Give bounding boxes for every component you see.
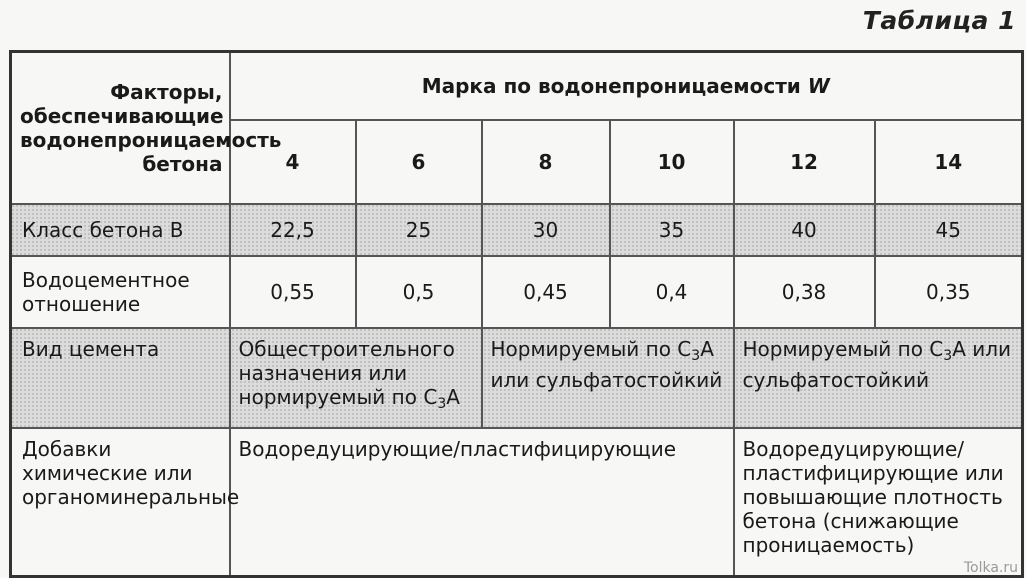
cement-type-text: Нормируемый по С bbox=[490, 336, 692, 361]
grade-12-header: 12 bbox=[734, 120, 875, 204]
table-cell: 0,38 bbox=[734, 256, 875, 328]
table-row bbox=[11, 328, 1023, 428]
cement-type-text: Нормируемый по С bbox=[742, 336, 944, 361]
cement-type-text-end: А или сульфатостойкий bbox=[490, 336, 723, 392]
water-cement-label: Водоцементное отношение bbox=[11, 256, 230, 328]
cement-type-text-end: А bbox=[446, 384, 460, 409]
grade-10-header: 10 bbox=[610, 120, 734, 204]
cement-type-grades-4-6 bbox=[230, 328, 482, 428]
cement-type-text: Общестроительного назначения или нормируемый по С bbox=[238, 336, 455, 409]
subscript: 3 bbox=[691, 347, 701, 364]
concrete-class-label: Класс бетона В bbox=[11, 204, 230, 256]
watermark: Tolka.ru bbox=[963, 560, 1018, 576]
table-row bbox=[11, 428, 1023, 577]
table-cell: 0,55 bbox=[230, 256, 356, 328]
table-cell: 22,5 bbox=[230, 204, 356, 256]
table-cell: 45 bbox=[875, 204, 1023, 256]
waterproof-grade-table bbox=[9, 50, 1024, 578]
cement-type-text-end: А или сульфатостойкий bbox=[742, 336, 1012, 392]
table-cell: 40 bbox=[734, 204, 875, 256]
table-caption: Таблица 1 bbox=[862, 6, 1016, 35]
table-cell: 30 bbox=[482, 204, 610, 256]
table-row bbox=[11, 204, 1023, 256]
additives-grades-4-10: Водоредуцирующие/пластифицирующие bbox=[230, 428, 734, 577]
grade-header-symbol: W bbox=[807, 73, 830, 98]
table-row bbox=[11, 256, 1023, 328]
grade-8-header: 8 bbox=[482, 120, 610, 204]
table-cell: 0,35 bbox=[875, 256, 1023, 328]
grade-header bbox=[230, 52, 1023, 120]
grade-4-header: 4 bbox=[230, 120, 356, 204]
additives-grades-12-14: Водоредуцирующие/ пластифицирующие или повышающие плотность бетона (снижающие проницаемость) bbox=[734, 428, 1023, 577]
table-cell: 0,5 bbox=[356, 256, 482, 328]
table-cell: 0,4 bbox=[610, 256, 734, 328]
subscript: 3 bbox=[943, 347, 953, 364]
table-cell: 25 bbox=[356, 204, 482, 256]
cement-type-label: Вид цемента bbox=[11, 328, 230, 428]
table-cell: 35 bbox=[610, 204, 734, 256]
grade-header-text: Марка по водонепроницаемости bbox=[421, 73, 808, 98]
cement-type-grades-8-10 bbox=[482, 328, 734, 428]
subscript: 3 bbox=[437, 395, 447, 412]
cement-type-grades-12-14 bbox=[734, 328, 1023, 428]
grade-6-header: 6 bbox=[356, 120, 482, 204]
additives-label: Добавки химические или органоминеральные bbox=[11, 428, 230, 577]
table-cell: 0,45 bbox=[482, 256, 610, 328]
grade-14-header: 14 bbox=[875, 120, 1023, 204]
factor-column-header: Факторы, обеспечивающие водонепроницаемость бетона bbox=[11, 52, 230, 204]
